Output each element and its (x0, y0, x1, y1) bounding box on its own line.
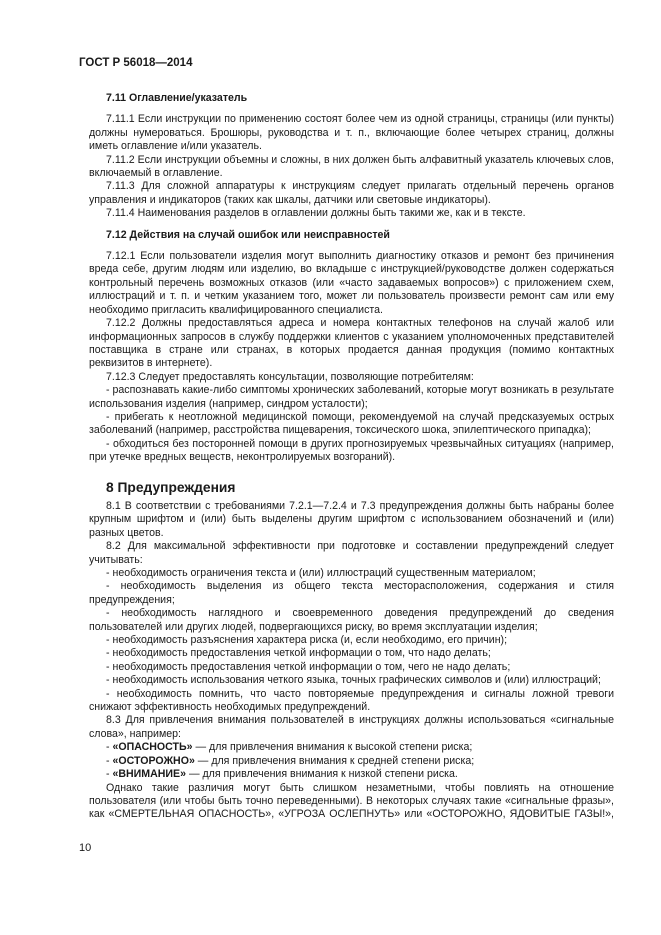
list-item: - необходимость выделения из общего текста месторасположения, содержания и стиля предупреждения; (89, 580, 614, 606)
list-dash: - (106, 754, 113, 767)
page-number: 10 (79, 842, 92, 854)
list-dash: - (106, 741, 113, 754)
paragraph: 7.12.1 Если пользователи изделия могут выполнить диагностику отказов и ремонт без причинения вреда себе, другим людям или изделию, во вкладыше с инструкцией/руководстве должен содержаться контрольный перечень возможных отказов (или «часто задаваемых вопросов») с приложением схем, иллюстраций и т. п. и четким указанием того, может ли пользователь произвести ремонт сам или ему необходимо пригласить квалифицированного специалиста. (89, 250, 614, 316)
list-item: - необходимость использования четкого языка, точных графических символов и (или) иллюстраций; (106, 674, 601, 687)
paragraph: 7.12.3 Следует предоставлять консультации, позволяющие потребителям: (106, 370, 474, 383)
list-item: - необходимость ограничения текста и (или) иллюстраций существенным материалом; (106, 567, 536, 579)
section-7-11-heading: 7.11 Оглавление/указатель (106, 92, 248, 104)
paragraph: 7.11.2 Если инструкции объемны и сложны, в них должен быть алфавитный указатель ключевых слов, включаемый в оглавление. (89, 153, 614, 180)
paragraph: 8.1 В соответствии с требованиями 7.2.1—7.2.4 и 7.3 предупреждения должны быть набраны более крупным шрифтом и (или) быть выделены другим шрифтом с использованием обозначений и (или) разных цветов. (89, 499, 614, 539)
signal-word-item (89, 755, 614, 768)
signal-word-item (89, 741, 614, 754)
signal-description: — для привлечения внимания к средней степени риска; (194, 754, 475, 767)
paragraph: 8.3 Для привлечения внимания пользователей в инструкциях должны использоваться «сигнальные слова», например: (89, 714, 614, 740)
list-item: - необходимость разъяснения характера риска (и, если необходимо, его причин); (106, 634, 508, 647)
paragraph: Однако такие различия могут быть слишком незаметными, чтобы повлиять на отношение пользователя (или чтобы быть точно переведенными). В некоторых случаях такие «сигнальные фразы», как «СМЕРТЕЛЬНАЯ ОПАСНОСТЬ», «УГРОЗА ОСЛЕПНУТЬ» или «ОСТОРОЖНО, ЯДОВИТЫЕ ГАЗЫ!», (89, 781, 614, 821)
signal-word: «ОСТОРОЖНО» (112, 754, 195, 767)
section-8-heading: 8 Предупреждения (106, 479, 236, 495)
standard-header: ГОСТ Р 56018—2014 (79, 57, 193, 69)
signal-description: — для привлечения внимания к низкой степени риска. (186, 768, 458, 781)
signal-word-item (89, 768, 614, 781)
paragraph: 7.11.3 Для сложной аппаратуры к инструкциям следует прилагать отдельный перечень органов управления и индикаторов (таких как шкалы, датчики или световые индикаторы). (89, 180, 614, 206)
section-7-12-heading: 7.12 Действия на случай ошибок или неисправностей (106, 228, 390, 241)
signal-word: «ВНИМАНИЕ» (112, 768, 186, 781)
paragraph: 7.11.4 Наименования разделов в оглавлении должны быть такими же, как и в тексте. (106, 207, 526, 220)
list-item: - распознавать какие-либо симптомы хронических заболеваний, которые могут возникать в результате использования изделия (например, синдром усталости); (89, 384, 614, 410)
list-item: - необходимость предоставления четкой информации о том, что надо делать; (106, 647, 491, 660)
list-item: - прибегать к неотложной медицинской помощи, рекомендуемой на случай предсказуемых острых заболеваний (например, расстройства пищеварения, токсического шока, эпилептического припадка); (89, 410, 614, 437)
list-item: - необходимость предоставления четкой информации о том, чего не надо делать; (106, 660, 511, 673)
signal-word: «ОПАСНОСТЬ» (112, 741, 193, 754)
list-item: - обходиться без посторонней помощи в других прогнозируемых чрезвычайных ситуациях (например, при утечке вредных веществ, неконтролируемых возгораний). (89, 437, 614, 464)
document-body (89, 92, 614, 822)
list-dash: - (106, 768, 113, 781)
paragraph: 7.12.2 Должны предоставляться адреса и номера контактных телефонов на случай жалоб или информационных запросов в службу поддержки клиентов с указанием уполномоченных представителей поставщика в стране или странах, в которых продается данная продукция (помимо контактных реквизитов в интернете). (89, 317, 614, 370)
signal-description: — для привлечения внимания к высокой степени риска; (192, 741, 473, 754)
list-item: - необходимость помнить, что часто повторяемые предупреждения и сигналы ложной тревоги снижают эффективность необходимых предупреждений. (89, 687, 614, 714)
list-item: - необходимость наглядного и своевременного доведения предупреждений до сведения пользователей или других людей, подвергающихся риску, во время эксплуатации изделия; (89, 607, 614, 633)
paragraph: 7.11.1 Если инструкции по применению состоят более чем из одной страницы, страницы (или пункты) должны нумероваться. Брошюры, руководства и т. п., включающие более четырех страниц, должны иметь оглавление и/или указатель. (89, 113, 614, 153)
paragraph: 8.2 Для максимальной эффективности при подготовке и составлении предупреждений следует учитывать: (89, 540, 614, 566)
